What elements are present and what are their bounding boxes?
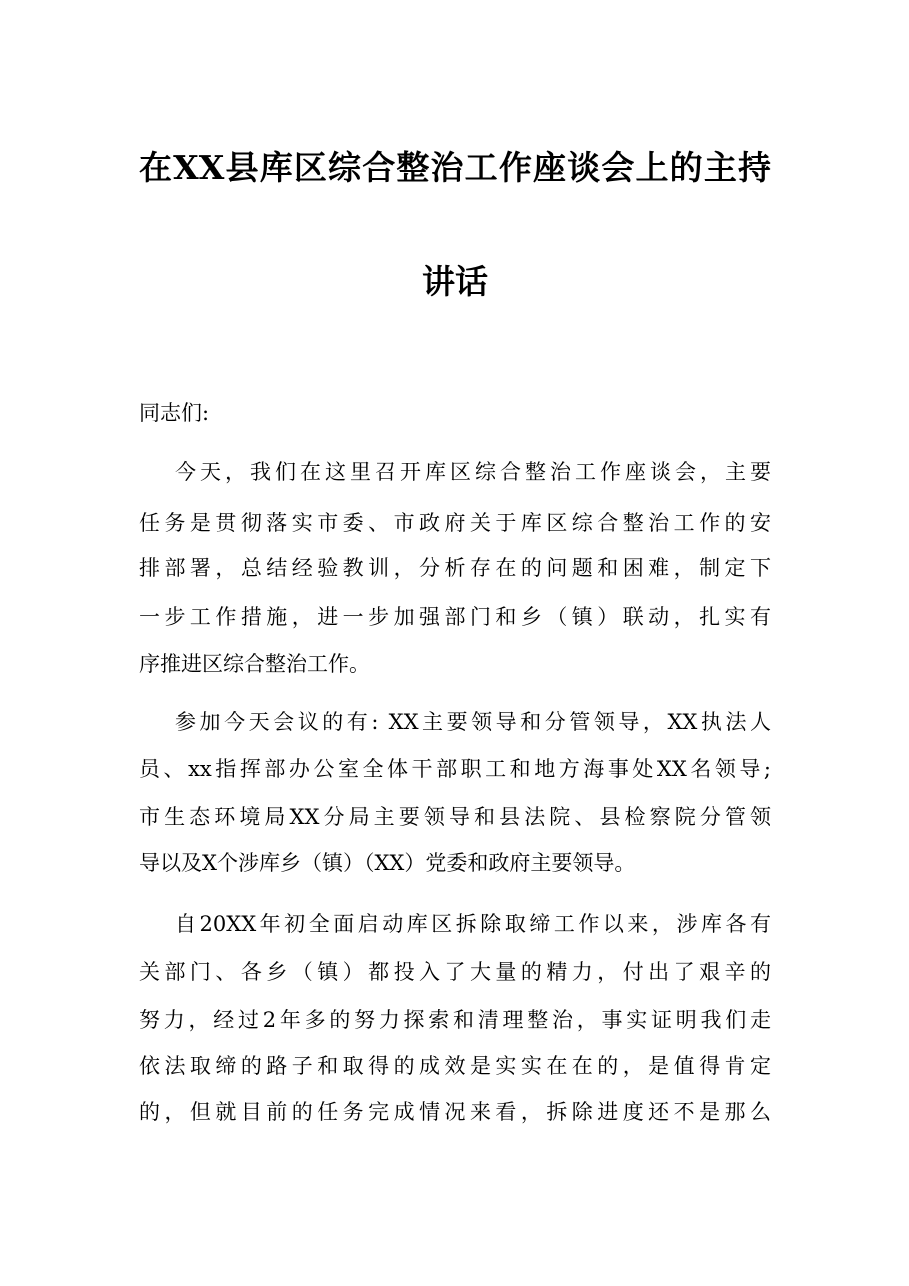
paragraph-3-line-1: 自20XX年初全面启动库区拆除取缔工作以来，涉库各有	[175, 912, 771, 936]
paragraph-3-line-3: 努力，经过2年多的努力探索和清理整治，事实证明我们走	[139, 1008, 771, 1032]
paragraph-1-line-3: 排部署，总结经验教训，分析存在的问题和困难，制定下	[139, 556, 771, 580]
paragraph-1-line-2: 任务是贯彻落实市委、市政府关于库区综合整治工作的安	[139, 511, 771, 535]
paragraph-1-line-4: 一步工作措施，进一步加强部门和乡（镇）联动，扎实有	[139, 605, 771, 629]
paragraph-1-line-1: 今天，我们在这里召开库区综合整治工作座谈会，主要	[175, 460, 771, 484]
paragraph-2-line-3: 市生态环境局XX分局主要领导和县法院、县检察院分管领	[139, 805, 771, 829]
paragraph-2-line-2: 员、xx指挥部办公室全体干部职工和地方海事处XX名领导;	[139, 757, 771, 781]
document-title-line-2: 讲话	[422, 262, 488, 301]
paragraph-1-line-5: 序推进区综合整治工作。	[139, 652, 370, 676]
paragraph-2-line-1: 参加今天会议的有: XX主要领导和分管领导，XX执法人	[175, 710, 771, 734]
paragraph-2-line-4: 导以及X个涉库乡（镇）（XX）党委和政府主要领导。	[139, 851, 636, 875]
paragraph-3-line-2: 关部门、各乡（镇）都投入了大量的精力，付出了艰辛的	[139, 960, 771, 984]
document-title-line-1: 在XX县库区综合整治工作座谈会上的主持	[139, 148, 771, 187]
salutation: 同志们:	[139, 401, 210, 425]
paragraph-3-line-4: 依法取缔的路子和取得的成效是实实在在的，是值得肯定	[139, 1054, 771, 1078]
paragraph-3-line-5: 的，但就目前的任务完成情况来看，拆除进度还不是那么	[139, 1100, 771, 1124]
